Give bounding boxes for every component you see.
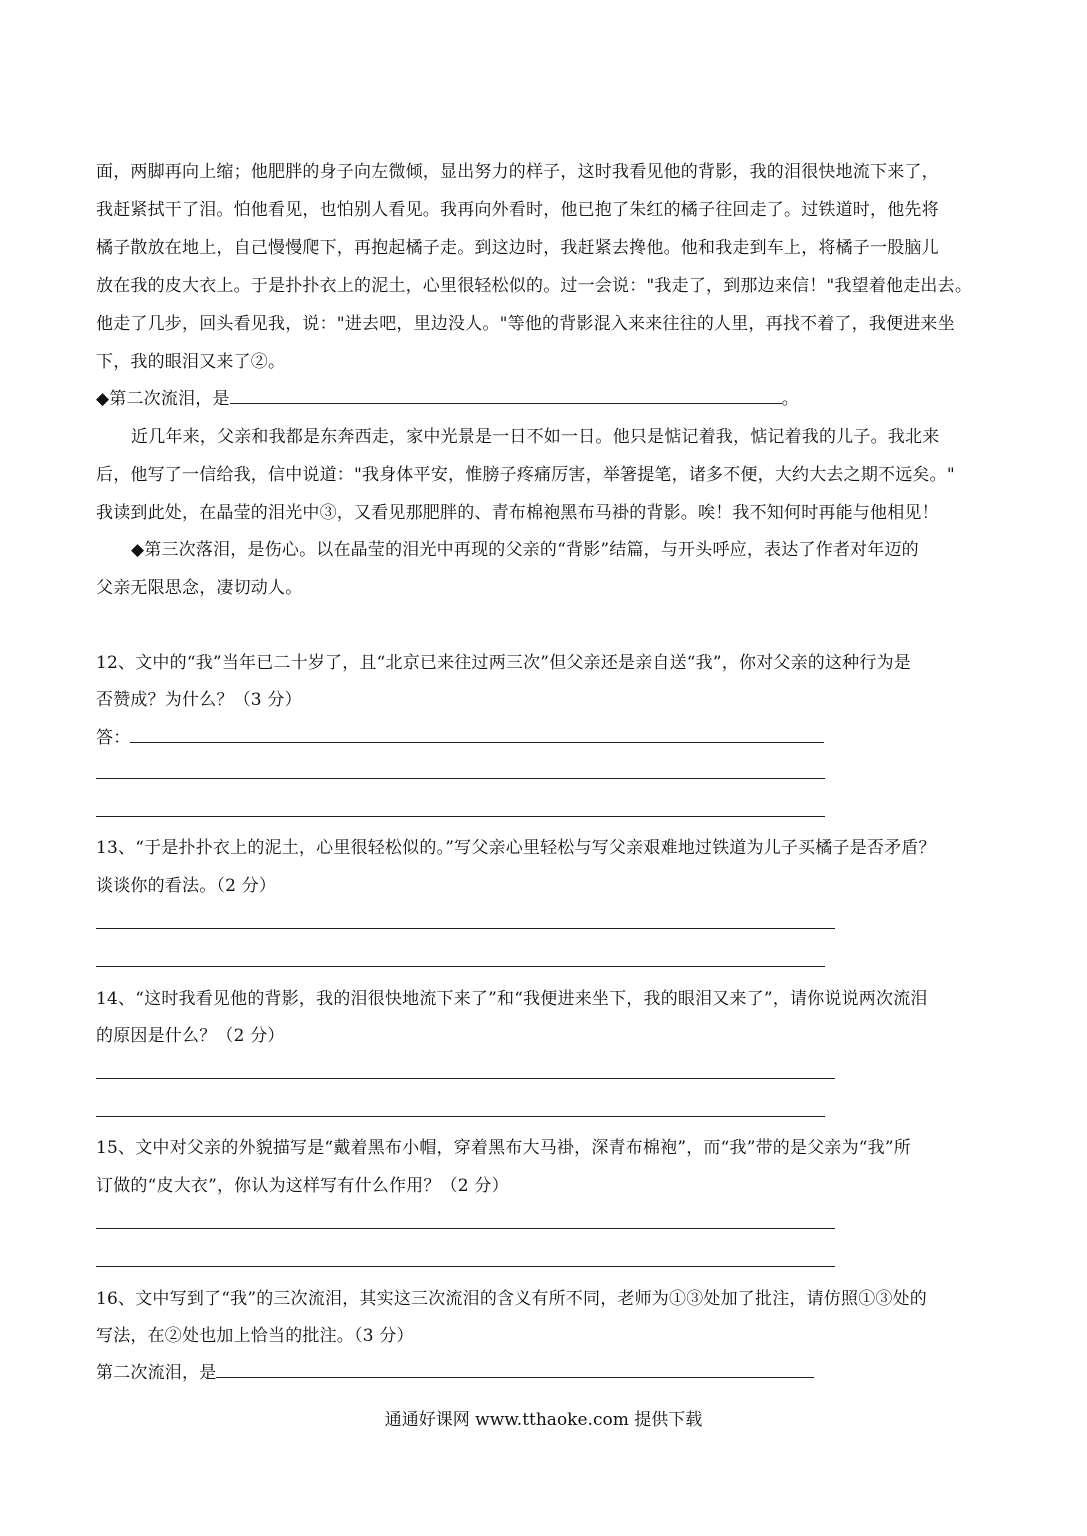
question-14-line-2: 的原因是什么？（2 分） — [96, 1026, 285, 1046]
annotation-2 — [96, 389, 799, 409]
question-16-line-2: 写法，在②处也加上恰当的批注。（3 分） — [96, 1326, 414, 1346]
answer-blank-14-1[interactable] — [96, 1078, 835, 1079]
answer-blank-15-1[interactable] — [96, 1228, 835, 1229]
answer-blank-16[interactable] — [216, 1363, 814, 1378]
para2-line-3: 我读到此处，在晶莹的泪光中③，又看见那肥胖的、青布棉袍黑布马褂的背影。唉！我不知何时再能与他相见！ — [96, 503, 939, 523]
answer-blank-15-2[interactable] — [96, 1266, 835, 1267]
question-16-line-1: 16、文中写到了“我”的三次流泪，其实这三次流泪的含义有所不同，老师为①③处加了批注，请仿照①③处的 — [96, 1289, 928, 1309]
para2-line-2: 后，他写了一信给我，信中说道："我身体平安，惟膀子疼痛厉害，举箸提笔，诸多不便，大约大去之期不远矣。" — [96, 465, 955, 485]
answer-blank-12-3[interactable] — [96, 816, 825, 817]
annotation-2-prefix: ◆第二次流泪，是 — [96, 389, 230, 409]
question-12-answer — [96, 728, 824, 748]
annotation-3-line-1: ◆第三次落泪，是伤心。以在晶莹的泪光中再现的父亲的“背影”结篇，与开头呼应，表达了作者对年迈的 — [131, 540, 919, 560]
answer-blank-13-1[interactable] — [96, 928, 835, 929]
question-13-line-1: 13、“于是扑扑衣上的泥土，心里很轻松似的。”写父亲心里轻松与写父亲艰难地过铁道为儿子买橘子是否矛盾？ — [96, 838, 936, 858]
annotation-2-suffix: 。 — [781, 389, 799, 409]
passage-line-3: 橘子散放在地上，自己慢慢爬下，再抱起橘子走。到这边时，我赶紧去搀他。他和我走到车上，将橘子一股脑儿 — [96, 238, 939, 258]
question-12-line-2: 否赞成？为什么？（3 分） — [96, 690, 302, 710]
question-15-line-2: 订做的“皮大衣”，你认为这样写有什么作用？（2 分） — [96, 1176, 509, 1196]
answer-label: 答： — [96, 728, 131, 748]
para2-line-1: 近几年来，父亲和我都是东奔西走，家中光景是一日不如一日。他只是惦记着我，惦记着我的儿子。我北来 — [131, 427, 940, 447]
answer-blank-13-2[interactable] — [96, 966, 825, 967]
passage-line-5: 他走了几步，回头看见我，说："进去吧，里边没人。"等他的背影混入来来往往的人里，再找不着了，我便进来坐 — [96, 314, 955, 334]
question-13-line-2: 谈谈你的看法。（2 分） — [96, 876, 277, 896]
annotation-3-line-2: 父亲无限思念，凄切动人。 — [96, 578, 303, 598]
annotation-2-blank[interactable] — [230, 389, 782, 404]
passage-line-2: 我赶紧拭干了泪。怕他看见，也怕别人看见。我再向外看时，他已抱了朱红的橘子往回走了。过铁道时，他先将 — [96, 200, 939, 220]
question-14-line-1: 14、“这时我看见他的背影，我的泪很快地流下来了”和“我便进来坐下，我的眼泪又来了”，请你说说两次流泪 — [96, 989, 928, 1009]
answer-blank-14-2[interactable] — [96, 1116, 825, 1117]
passage-line-4: 放在我的皮大衣上。于是扑扑衣上的泥土，心里很轻松似的。过一会说："我走了，到那边来信！"我望着他走出去。 — [96, 276, 973, 296]
answer-blank-12-1[interactable] — [130, 728, 824, 743]
question-16-answer — [96, 1363, 814, 1383]
answer-blank-12-2[interactable] — [96, 778, 825, 779]
question-12-line-1: 12、文中的“我”当年已二十岁了，且“北京已来往过两三次”但父亲还是亲自送“我”，你对父亲的这种行为是 — [96, 653, 911, 673]
answer-label-16: 第二次流泪，是 — [96, 1363, 217, 1383]
question-15-line-1: 15、文中对父亲的外貌描写是“戴着黑布小帽，穿着黑布大马褂，深青布棉袍”，而“我”带的是父亲为“我”所 — [96, 1138, 911, 1158]
passage-line-6: 下，我的眼泪又来了②。 — [96, 352, 286, 372]
page-footer: 通通好课网 www.tthaoke.com 提供下载 — [384, 1410, 703, 1430]
passage-line-1: 面，两脚再向上缩；他肥胖的身子向左微倾，显出努力的样子，这时我看见他的背影，我的泪很快地流下来了， — [96, 162, 939, 182]
